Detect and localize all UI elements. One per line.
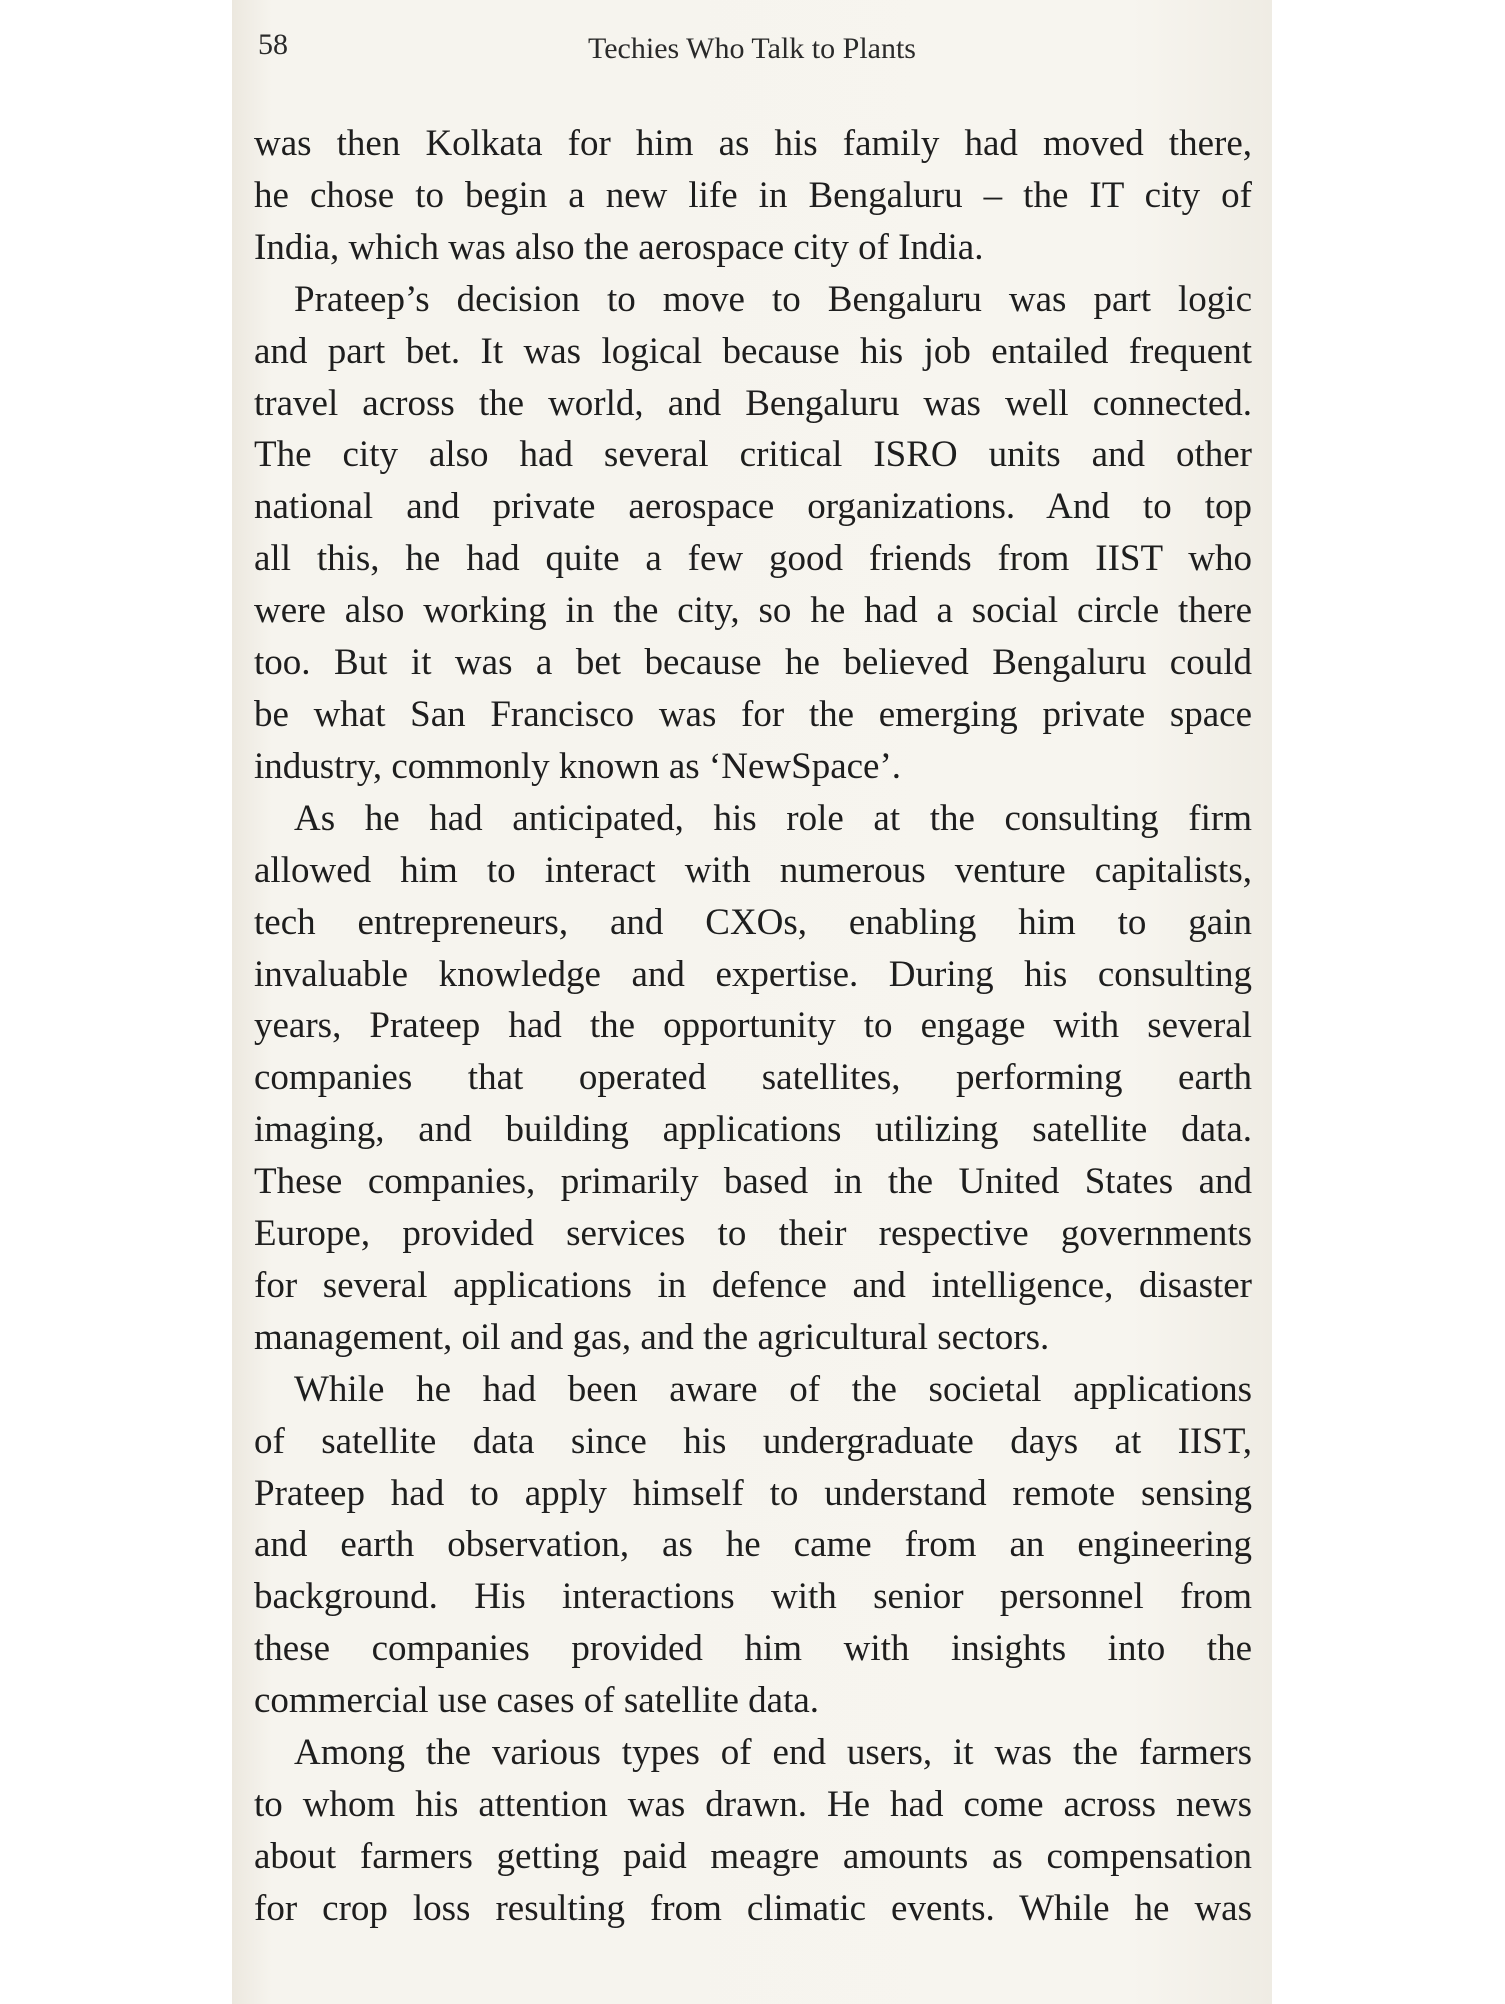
text-line: Among the various types of end users, it was the farmers xyxy=(294,1732,1252,1774)
text-line: commercial use cases of satellite data. xyxy=(254,1680,820,1722)
text-line: background. His interactions with senior personnel from xyxy=(254,1576,1252,1618)
text-line: Europe, provided services to their respective governments xyxy=(254,1213,1252,1255)
text-line: Prateep’s decision to move to Bengaluru was part logic xyxy=(294,278,1252,320)
paragraph xyxy=(254,1727,1252,1935)
paragraph xyxy=(254,1364,1252,1727)
text-line: industry, commonly known as ‘NewSpace’. xyxy=(254,745,902,787)
text-line: to whom his attention was drawn. He had come across news xyxy=(254,1784,1252,1825)
text-line: Prateep had to apply himself to understand remote sensing xyxy=(254,1472,1252,1514)
text-line: invaluable knowledge and expertise. During his consulting xyxy=(254,953,1252,995)
text-line: were also working in the city, so he had a social circle there xyxy=(254,590,1252,632)
text-line: As he had anticipated, his role at the consulting firm xyxy=(294,797,1252,839)
text-line: tech entrepreneurs, and CXOs, enabling him to gain xyxy=(254,901,1252,943)
text-line: and part bet. It was logical because his job entailed frequent xyxy=(254,330,1252,372)
text-line: was then Kolkata for him as his family had moved there, xyxy=(254,123,1252,164)
text-line: These companies, primarily based in the United States and xyxy=(254,1161,1252,1203)
text-line: India, which was also the aerospace city of India. xyxy=(254,226,984,268)
text-line: for crop loss resulting from climatic events. While he was xyxy=(254,1887,1252,1929)
running-head: Techies Who Talk to Plants xyxy=(588,32,916,65)
text-line: he chose to begin a new life in Bengaluru – the IT city of xyxy=(254,174,1252,216)
text-line: all this, he had quite a few good friends from IIST who xyxy=(254,538,1252,580)
text-line: and earth observation, as he came from an engineering xyxy=(254,1524,1252,1566)
text-line: too. But it was a bet because he believed Bengaluru could xyxy=(254,642,1252,684)
text-line: these companies provided him with insights into the xyxy=(254,1628,1252,1670)
text-line: national and private aerospace organizations. And to top xyxy=(254,486,1252,528)
paragraph xyxy=(254,793,1252,1364)
text-line: While he had been aware of the societal applications xyxy=(294,1368,1252,1410)
text-line: imaging, and building applications utilizing satellite data. xyxy=(254,1109,1252,1151)
text-line: about farmers getting paid meagre amounts as compensation xyxy=(254,1835,1252,1877)
text-line: management, oil and gas, and the agricultural sectors. xyxy=(254,1316,1050,1358)
body-text xyxy=(254,118,1252,1935)
text-line: The city also had several critical ISRO units and other xyxy=(254,434,1252,476)
page-number: 58 xyxy=(258,28,288,61)
text-line: travel across the world, and Bengaluru was well connected. xyxy=(254,382,1252,424)
text-line: years, Prateep had the opportunity to engage with several xyxy=(254,1005,1252,1047)
page-header xyxy=(232,28,1272,78)
paragraph xyxy=(254,118,1252,274)
text-line: companies that operated satellites, performing earth xyxy=(254,1057,1252,1099)
text-line: be what San Francisco was for the emerging private space xyxy=(254,693,1252,735)
text-line: allowed him to interact with numerous venture capitalists, xyxy=(254,849,1252,891)
text-line: for several applications in defence and intelligence, disaster xyxy=(254,1264,1252,1306)
paragraph xyxy=(254,274,1252,793)
book-page xyxy=(232,0,1272,2004)
text-line: of satellite data since his undergraduate days at IIST, xyxy=(254,1420,1252,1462)
